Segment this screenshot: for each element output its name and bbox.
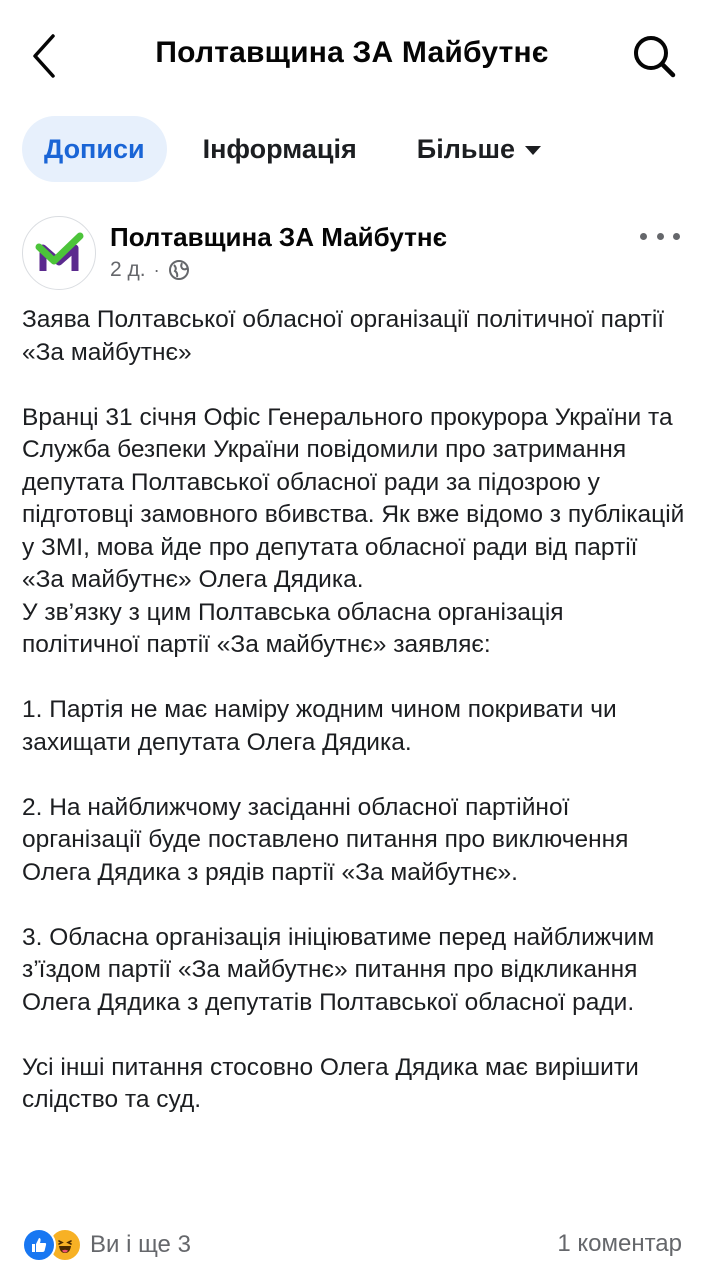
post-options-button[interactable] [640,224,680,248]
tab-more-label: Більше [416,133,515,164]
tab-posts[interactable]: Дописи [22,116,167,182]
post-paragraph: Усі інші питання стосовно Олега Дядика має вирішити слідство та суд. [22,1053,639,1113]
party-logo-icon [34,231,84,275]
post-meta [110,258,190,282]
search-icon [632,34,676,78]
avatar[interactable] [22,216,96,290]
reactions-summary[interactable] [22,1228,191,1262]
post-paragraph: 2. На найближчому засіданні обласної партійної організації буде поставлено питання про виключення Олега Дядика з рядів партії «За майбутнє». [22,793,629,886]
post-paragraph: 1. Партія не має наміру жодним чином покривати чи захищати депутата Олега Дядика. [22,696,617,756]
post-text [22,304,686,1117]
post-paragraph: У зв’язку з цим Полтавська обласна організація політичної партії «За майбутнє» заявляє: [22,598,564,658]
page-title: Полтавщина ЗА Майбутнє [155,36,549,69]
like-icon [22,1228,56,1262]
post-paragraph: Вранці 31 січня Офіс Генерального прокурора України та Служба безпеки України повідомили про затримання депутата Полтавської обласної ради за підозрою у підготовці замовного вбивства. Як вже відомо з публікацій у ЗМІ, мова йде про депутата обласної ради від партії «За майбутнє» Олега Дядика. [22,403,685,593]
tab-more[interactable] [417,116,541,182]
post-paragraph: 3. Обласна організація ініціюватиме перед найближчим з’їздом партії «За майбутнє» питання про відкликання Олега Дядика з депутатів Полтавської обласної ради. [22,923,655,1016]
meta-separator: · [153,259,160,280]
comments-count[interactable]: 1 коментар [557,1230,682,1257]
dot [657,233,664,240]
search-button[interactable] [628,30,680,82]
reactions-text: Ви і ще 3 [90,1231,191,1258]
top-bar [0,0,704,112]
tab-info[interactable]: Інформація [202,133,357,164]
chevron-left-icon [31,33,57,79]
back-button[interactable] [22,30,66,82]
post-author[interactable]: Полтавщина ЗА Майбутнє [110,222,447,252]
post-time[interactable]: 2 д. [110,258,146,281]
dot [673,233,680,240]
post-paragraph: Заява Полтавської обласної організації політичної партії «За майбутнє» [22,306,665,366]
profile-tabs [22,116,541,182]
dot [640,233,647,240]
globe-icon [168,259,190,281]
caret-down-icon [525,146,541,155]
